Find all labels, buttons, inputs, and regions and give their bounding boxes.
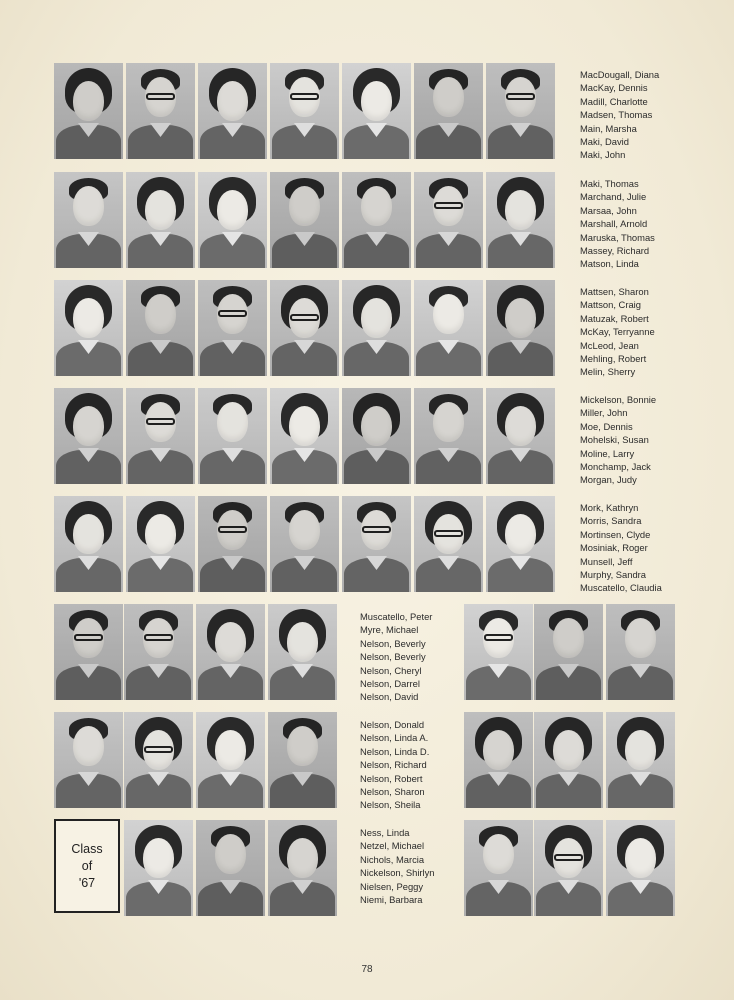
student-name: Niemi, Barbara: [360, 893, 423, 905]
student-portrait: [124, 604, 193, 700]
student-name: Mattson, Craig: [580, 299, 641, 311]
student-portrait: [342, 388, 411, 484]
student-name: Nelson, Beverly: [360, 651, 426, 663]
face-shape: [361, 186, 392, 226]
student-name: Nelson, Richard: [360, 759, 427, 771]
face-shape: [483, 834, 514, 874]
face-shape: [145, 514, 176, 554]
glasses-shape: [146, 418, 175, 425]
face-shape: [145, 294, 176, 334]
student-name: Nelson, Donald: [360, 719, 425, 730]
face-shape: [215, 834, 246, 874]
student-name: Morris, Sandra: [580, 515, 642, 527]
face-shape: [433, 402, 464, 442]
face-shape: [143, 838, 174, 878]
student-name: Moe, Dennis: [580, 420, 633, 432]
student-portrait: [606, 604, 675, 700]
face-shape: [553, 730, 584, 770]
glasses-shape: [144, 634, 173, 641]
student-name: Nichols, Marcia: [360, 853, 425, 865]
student-portrait: [606, 820, 675, 916]
student-name: Morgan, Judy: [580, 474, 637, 486]
student-name: Main, Marsha: [580, 122, 637, 134]
student-name: Nelson, Sheila: [360, 799, 421, 811]
glasses-shape: [290, 314, 319, 321]
student-portrait: [198, 496, 267, 592]
student-portrait: [196, 712, 265, 808]
student-portrait: [54, 172, 123, 268]
student-name: Mork, Kathryn: [580, 502, 639, 513]
face-shape: [289, 186, 320, 226]
student-portrait: [268, 604, 337, 700]
face-shape: [361, 406, 392, 446]
face-shape: [505, 406, 536, 446]
face-shape: [483, 730, 514, 770]
face-shape: [217, 81, 248, 121]
student-name: Madsen, Thomas: [580, 109, 653, 121]
student-portrait: [126, 63, 195, 159]
student-name: Nielsen, Peggy: [360, 880, 424, 892]
student-name: Nelson, Linda A.: [360, 732, 429, 744]
student-portrait: [54, 63, 123, 159]
face-shape: [505, 190, 536, 230]
student-portrait: [414, 388, 483, 484]
student-name: Maruska, Thomas: [580, 231, 655, 243]
face-shape: [73, 81, 104, 121]
student-portrait: [486, 63, 555, 159]
glasses-shape: [290, 93, 319, 100]
student-portrait: [342, 496, 411, 592]
student-portrait: [534, 712, 603, 808]
student-portrait: [126, 496, 195, 592]
student-portrait: [126, 172, 195, 268]
face-shape: [287, 726, 318, 766]
face-shape: [215, 730, 246, 770]
student-portrait: [126, 388, 195, 484]
face-shape: [215, 622, 246, 662]
student-portrait: [196, 820, 265, 916]
face-shape: [73, 186, 104, 226]
student-portrait: [486, 280, 555, 376]
name-list-6: [360, 610, 432, 704]
student-portrait: [198, 388, 267, 484]
glasses-shape: [434, 202, 463, 209]
student-name: Marsaa, John: [580, 204, 637, 216]
student-name: Myre, Michael: [360, 624, 419, 636]
student-portrait: [486, 172, 555, 268]
student-portrait: [414, 280, 483, 376]
student-portrait: [342, 280, 411, 376]
face-shape: [73, 726, 104, 766]
glasses-shape: [74, 634, 103, 641]
student-name: Massey, Richard: [580, 244, 650, 256]
glasses-shape: [218, 526, 247, 533]
face-shape: [625, 618, 656, 658]
student-name: Netzel, Michael: [360, 840, 425, 852]
student-name: Mattsen, Sharon: [580, 286, 649, 297]
face-shape: [433, 294, 464, 334]
student-name: Matuzak, Robert: [580, 312, 649, 324]
student-portrait: [198, 280, 267, 376]
face-shape: [287, 838, 318, 878]
student-name: Nelson, Linda D.: [360, 745, 430, 757]
student-name: Maki, Thomas: [580, 178, 639, 189]
student-name: Mosiniak, Roger: [580, 542, 648, 554]
student-name: Matson, Linda: [580, 258, 639, 270]
name-list-8: [360, 826, 435, 906]
face-shape: [145, 190, 176, 230]
student-name: MacDougall, Diana: [580, 69, 660, 80]
student-name: Miller, John: [580, 407, 628, 419]
student-name: Ness, Linda: [360, 827, 410, 838]
name-list-5: [580, 501, 662, 595]
student-portrait: [486, 388, 555, 484]
student-portrait: [54, 712, 123, 808]
student-portrait: [54, 604, 123, 700]
student-name: McKay, Terryanne: [580, 326, 655, 338]
name-list-4: [580, 393, 656, 487]
face-shape: [361, 298, 392, 338]
name-list-7: [360, 718, 429, 812]
student-name: Muscatello, Claudia: [580, 582, 662, 594]
glasses-shape: [218, 310, 247, 317]
student-name: Madill, Charlotte: [580, 95, 648, 107]
student-portrait: [464, 820, 533, 916]
face-shape: [73, 406, 104, 446]
student-portrait: [270, 172, 339, 268]
student-portrait: [270, 388, 339, 484]
face-shape: [505, 298, 536, 338]
student-portrait: [534, 604, 603, 700]
class-label-line: '67: [78, 875, 96, 890]
student-name: Nelson, David: [360, 691, 419, 703]
student-name: Maki, John: [580, 149, 626, 161]
face-shape: [73, 514, 104, 554]
glasses-shape: [434, 530, 463, 537]
student-portrait: [414, 172, 483, 268]
class-of-67-label: [54, 819, 120, 913]
student-portrait: [124, 712, 193, 808]
student-portrait: [606, 712, 675, 808]
page-number: 78: [361, 964, 373, 975]
face-shape: [625, 730, 656, 770]
name-list-3: [580, 285, 655, 379]
student-portrait: [534, 820, 603, 916]
student-portrait: [486, 496, 555, 592]
glasses-shape: [484, 634, 513, 641]
student-name: Mortinsen, Clyde: [580, 528, 651, 540]
student-portrait: [126, 280, 195, 376]
face-shape: [289, 510, 320, 550]
face-shape: [553, 618, 584, 658]
student-name: Murphy, Sandra: [580, 568, 647, 580]
student-portrait: [414, 63, 483, 159]
student-name: Nelson, Darrel: [360, 677, 420, 689]
student-portrait: [124, 820, 193, 916]
student-portrait: [198, 63, 267, 159]
student-portrait: [464, 604, 533, 700]
student-name: Nickelson, Shirlyn: [360, 867, 435, 879]
glasses-shape: [146, 93, 175, 100]
student-portrait: [54, 388, 123, 484]
student-name: Maki, David: [580, 135, 629, 147]
student-portrait: [54, 280, 123, 376]
student-name: Mohelski, Susan: [580, 434, 649, 446]
glasses-shape: [144, 746, 173, 753]
glasses-shape: [362, 526, 391, 533]
student-portrait: [268, 820, 337, 916]
student-name: Munsell, Jeff: [580, 555, 633, 567]
student-name: Nelson, Beverly: [360, 637, 426, 649]
name-list-2: [580, 177, 655, 271]
student-name: Muscatello, Peter: [360, 611, 433, 622]
student-portrait: [270, 496, 339, 592]
face-shape: [217, 190, 248, 230]
student-name: Melin, Sherry: [580, 366, 636, 378]
face-shape: [625, 838, 656, 878]
face-shape: [361, 81, 392, 121]
student-name: Marchand, Julie: [580, 191, 647, 203]
student-portrait: [342, 172, 411, 268]
student-portrait: [198, 172, 267, 268]
student-name: Nelson, Sharon: [360, 785, 425, 797]
student-name: Mickelson, Bonnie: [580, 394, 657, 405]
student-portrait: [464, 712, 533, 808]
face-shape: [289, 406, 320, 446]
student-portrait: [196, 604, 265, 700]
face-shape: [287, 622, 318, 662]
glasses-shape: [506, 93, 535, 100]
face-shape: [505, 514, 536, 554]
student-portrait: [54, 496, 123, 592]
student-portrait: [270, 63, 339, 159]
face-shape: [217, 402, 248, 442]
student-name: Mehling, Robert: [580, 352, 647, 364]
student-portrait: [414, 496, 483, 592]
student-portrait: [268, 712, 337, 808]
student-portrait: [342, 63, 411, 159]
face-shape: [433, 77, 464, 117]
class-label-line: of: [81, 858, 93, 873]
student-name: Monchamp, Jack: [580, 460, 651, 472]
student-name: Nelson, Cheryl: [360, 664, 422, 676]
student-portrait: [270, 280, 339, 376]
class-label-line: Class: [71, 841, 103, 856]
name-list-1: [580, 68, 659, 162]
face-shape: [73, 298, 104, 338]
student-name: Nelson, Robert: [360, 772, 423, 784]
student-name: MacKay, Dennis: [580, 82, 648, 94]
glasses-shape: [554, 854, 583, 861]
student-name: Moline, Larry: [580, 447, 635, 459]
student-name: Marshall, Arnold: [580, 218, 648, 230]
student-name: McLeod, Jean: [580, 339, 639, 351]
